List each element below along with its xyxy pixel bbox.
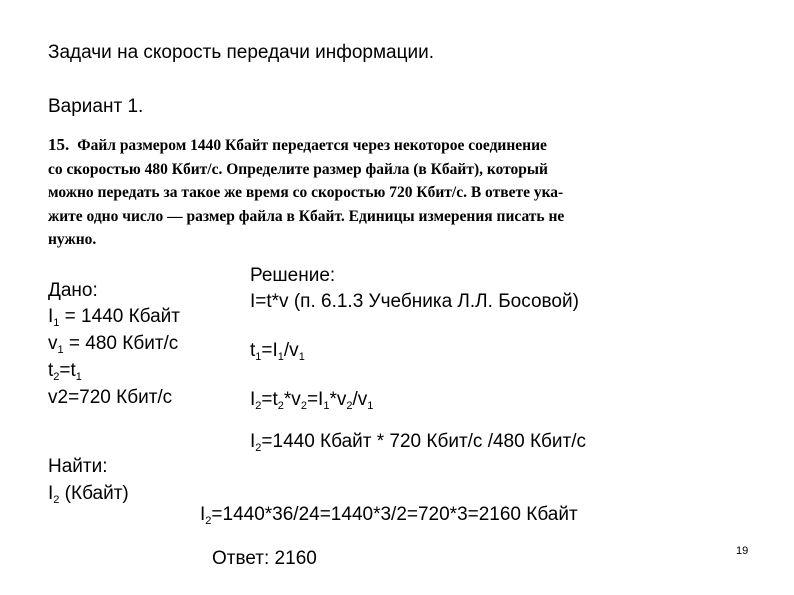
problem-line: жите одно число — размер файла в Кбайт. Единицы измерения писать не <box>48 207 565 225</box>
find-heading: Найти: <box>48 456 108 477</box>
problem-line: 15. Файл размером 1440 Кбайт передается через некоторое соединение <box>48 135 547 154</box>
given-v2: v2=720 Кбит/с <box>48 387 173 408</box>
answer: Ответ: 2160 <box>212 548 317 569</box>
problem-line: со скоростью 480 Кбит/с. Определите размер файла (в Кбайт), который <box>48 160 548 178</box>
given-i1: $I_1 = 1440$ Кбайт <box>48 306 181 329</box>
variant-label: Вариант 1. <box>48 96 144 117</box>
problem-statement <box>48 133 633 252</box>
solution-formula: I=t*v (п. 6.1.3 Учебника Л.Л. Босовой) <box>250 291 579 312</box>
given-heading: Дано: <box>48 280 98 301</box>
problem-line: нужно. <box>48 231 97 248</box>
problem-line: можно передать за такое же время со скоростью 720 Кбит/с. В ответе ука- <box>48 184 564 201</box>
solution-step-3: $I_2=1440$ Кбайт * 720 Кбит/с /480 Кбит/с <box>250 431 587 454</box>
given-v1: $v_1 = 480$ Кбит/с <box>48 333 179 356</box>
given-t: $t_2=t_1$ <box>48 360 82 383</box>
problem-number: 15. <box>48 135 70 154</box>
given-list <box>48 306 180 414</box>
find-item: $I_2$ (Кбайт) <box>48 483 129 506</box>
solution-step-4: $I_2=1440*36/24=1440*3/2=720*3=2160$ Кбайт <box>200 504 578 527</box>
solution-heading: Решение: <box>250 265 336 286</box>
solution-step-1: $t_1=I_1/v_1$ <box>250 340 305 363</box>
solution-step-2: $I_2=t_2*v_2=I_1*v_2/v_1$ <box>250 389 374 412</box>
slide-title: Задачи на скорость передачи информации. <box>48 42 435 63</box>
page-number: 19 <box>736 545 749 557</box>
